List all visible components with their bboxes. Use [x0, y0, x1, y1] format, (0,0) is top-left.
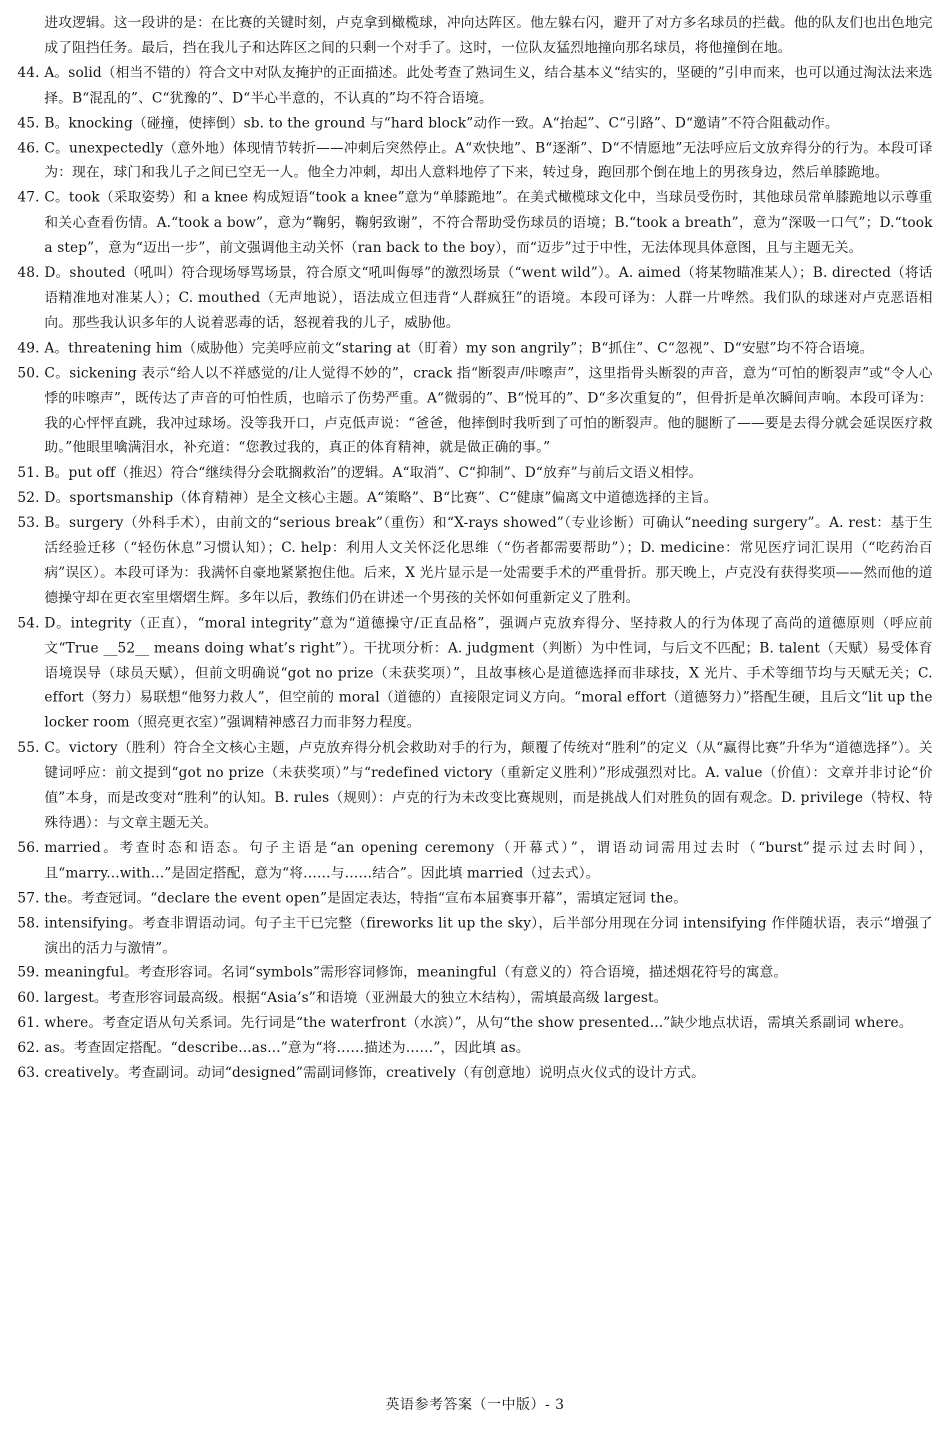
- answer-explanation: B。surgery（外科手术），由前文的“serious break”（重伤）和“X-rays showed”（专业诊断）可确认“needing surgery”。A. rest：基于生活经验迁移（“轻伤休息”习惯认知）；C. help：利用人文关怀泛化思维（“伤者都需要帮助”）；D. medicine：常见医疗词汇误用（“吃药治百病”误区）。本段可译为：我满怀自豪地紧紧抱住他。后来，X 光片显示是一处需要手术的严重骨折。那天晚上，卢克没有获得奖项——然而他的道德操守却在更衣室里熠熠生辉。多年以后，教练们仍在讲述一个男孩的关怀如何重新定义了胜利。: [44, 515, 933, 606]
- answer-item: [17, 912, 932, 962]
- answer-number: 47.: [17, 190, 40, 206]
- answer-item: [17, 487, 932, 512]
- answer-item: [17, 137, 932, 187]
- answer-number: 56.: [17, 840, 40, 856]
- answer-explanation: C。victory（胜利）符合全文核心主题，卢克放弃得分机会救助对手的行为，颠覆了传统对“胜利”的定义（从“赢得比赛”升华为“道德选择”）。关键词呼应：前文提到“got no prize（未获奖项）”与“redefined victory（重新定义胜利）”形成强烈对比。A. value（价值）：文章并非讨论“价值”本身，而是改变对“胜利”的认知。B. rules（规则）：卢克的行为未改变比赛规则，而是挑战人们对胜负的固有观念。D. privilege（特权、特殊待遇）：与文章主题无关。: [44, 740, 933, 831]
- answer-number: 49.: [17, 340, 40, 356]
- answer-explanation: meaningful。考查形容词。名词“symbols”需形容词修饰，meaningful（有意义的）符合语境，描述烟花符号的寓意。: [44, 965, 788, 981]
- answer-explanation: the。考查冠词。“declare the event open”是固定表达，特指“宣布本届赛事开幕”，需填定冠词 the。: [44, 890, 688, 906]
- answer-number: 53.: [17, 515, 40, 531]
- answer-explanation: D。integrity（正直），“moral integrity”意为“道德操守/正直品格”，强调卢克放弃得分、坚持救人的行为体现了高尚的道德原则（呼应前文“True __52__ means doing what’s right”）。干扰项分析：A. judgment（判断）为中性词，与后文不匹配；B. talent（天赋）易受体育语境误导（球员天赋），但前文明确说“got no prize（未获奖项）”，且故事核心是道德选择而非球技，X 光片、手术等细节均与天赋无关；C. effort（努力）易联想“他努力救人”，但空前的 moral（道德的）直接限定词义方向。“moral effort（道德努力）”搭配生硬，且后文“lit up the locker room（照亮更衣室）”强调精神感召力而非努力程度。: [44, 615, 933, 731]
- answer-item: [17, 362, 932, 462]
- answer-item: [17, 1012, 932, 1037]
- answer-item: [17, 512, 932, 612]
- answer-explanation: C。unexpectedly（意外地）体现情节转折——冲刺后突然停止。A“欢快地”、B“逐渐”、D“不情愿地”无法呼应后文放弃得分的行为。本段可译为：现在，球门和我儿子之间已空无一人。他全力冲刺，却出人意料地停了下来，转过身，跑回那个倒在地上的男孩身边，然后单膝跪地。: [44, 140, 933, 181]
- answer-item: [17, 187, 932, 262]
- answer-number: 44.: [17, 65, 40, 81]
- answer-number: 45.: [17, 115, 40, 131]
- answer-explanation: D。sportsmanship（体育精神）是全文核心主题。A“策略”、B“比赛”、C“健康”偏离文中道德选择的主旨。: [44, 490, 718, 506]
- answer-explanation: B。put off（推迟）符合“继续得分会耽搁救治”的逻辑。A“取消”、C“抑制”、D“放弃”与前后文语义相悖。: [44, 465, 703, 481]
- intro-paragraph: 进攻逻辑。这一段讲的是：在比赛的关键时刻，卢克拿到橄榄球，冲向达阵区。他左躲右闪，避开了对方多名球员的拦截。他的队友们也出色地完成了阻挡任务。最后，挡在我儿子和达阵区之间的只剩一个对手了。这时，一位队友猛烈地撞向那名球员，将他撞倒在地。: [44, 15, 933, 56]
- answer-explanation: creatively。考查副词。动词“designed”需副词修饰，creatively（有创意地）说明点火仪式的设计方式。: [44, 1065, 705, 1082]
- answer-item: [17, 737, 932, 837]
- answer-number: 57.: [17, 890, 40, 906]
- page-footer: 英语参考答案（一中版）- 3: [385, 1397, 565, 1413]
- answer-explanation: C。sickening 表示“给人以不祥感觉的/让人觉得不妙的”，crack 指“断裂声/咔嚓声”，这里指骨头断裂的声音，意为“可怕的断裂声”或“令人心悸的咔嚓声”，既传达了声音的可怕性质，也暗示了伤势严重。A“微弱的”、B“悦耳的”、D“多次重复的”，但骨折是单次瞬间声响。本段可译为：我的心怦怦直跳，我冲过球场。没等我开口，卢克低声说：“爸爸，他摔倒时我听到了可怕的断裂声。他的腿断了——要是去得分就会延误医疗救助。”他眼里噙满泪水，补充道：“您教过我的，真正的体育精神，就是做正确的事。”: [44, 365, 933, 456]
- answer-explanation: intensifying。考查非谓语动词。句子主干已完整（fireworks lit up the sky），后半部分用现在分词 intensifying 作伴随状语，表示“增强了演出的活力与激情”。: [44, 915, 933, 956]
- answer-item: [17, 962, 932, 987]
- answer-number: 50.: [17, 365, 40, 381]
- answer-number: 58.: [17, 915, 40, 931]
- answer-number: 54.: [17, 615, 40, 631]
- answer-item: [17, 1062, 932, 1087]
- answer-explanation: largest。考查形容词最高级。根据“Asia’s”和语境（亚洲最大的独立木结构），需填最高级 largest。: [44, 990, 668, 1006]
- answer-item: [17, 62, 932, 112]
- answer-number: 63.: [17, 1065, 40, 1082]
- answer-number: 46.: [17, 140, 40, 156]
- answer-item: [17, 262, 932, 337]
- answer-item: [17, 612, 932, 737]
- answer-explanation: A。threatening him（威胁他）完美呼应前文“staring at（盯着）my son angrily”；B“抓住”、C“忽视”、D“安慰”均不符合语境。: [44, 340, 874, 356]
- answer-explanation: C。took（采取姿势）和 a knee 构成短语“took a knee”意为“单膝跪地”。在美式橄榄球文化中，当球员受伤时，其他球员常单膝跪地以示尊重和关心查看伤情。A.“took a bow”，意为“鞠躬，鞠躬致谢”，不符合帮助受伤球员的语境；B.“took a breath”，意为“深吸一口气”；D.“took a step”，意为“迈出一步”，前文强调他主动关怀（ran back to the boy），而“迈步”过于中性，无法体现具体意图，且与主题无关。: [44, 190, 933, 256]
- answer-explanation: as。考查固定搭配。“describe...as...”意为“将……描述为……”，因此填 as。: [44, 1040, 530, 1057]
- answer-number: 60.: [17, 990, 40, 1006]
- answer-number: 48.: [17, 265, 40, 281]
- answer-explanation: B。knocking（碰撞，使摔倒）sb. to the ground 与“hard block”动作一致。A“抬起”、C“引路”、D“邀请”不符合阻截动作。: [44, 115, 839, 131]
- answer-item: [17, 887, 932, 912]
- answer-item: [17, 1037, 932, 1062]
- answer-number: 51.: [17, 465, 40, 481]
- answer-explanation: married。考查时态和语态。句子主语是“an opening ceremony（开幕式）”，谓语动词需用过去时（“burst”提示过去时间），且“marry...with...”是固定搭配，意为“将……与……结合”。因此填 married（过去式）。: [44, 840, 933, 881]
- answer-item: [17, 337, 932, 362]
- answer-explanation: D。shouted（吼叫）符合现场辱骂场景，符合原文“吼叫侮辱”的激烈场景（“went wild”）。A. aimed（将某物瞄准某人）；B. directed（将话语精准地对准某人）；C. mouthed（无声地说），语法成立但违背“人群疯狂”的语境。本段可译为：人群一片哗然。我们队的球迷对卢克恶语相向。那些我认识多年的人说着恶毒的话，怒视着我的儿子，威胁他。: [44, 265, 933, 331]
- answer-list: [17, 62, 932, 1087]
- answer-item: [17, 112, 932, 137]
- answer-item: [17, 462, 932, 487]
- answer-item: [17, 837, 932, 887]
- answer-number: 55.: [17, 740, 40, 756]
- answer-item: [17, 987, 932, 1012]
- answer-number: 61.: [17, 1015, 40, 1032]
- answer-number: 62.: [17, 1040, 40, 1057]
- answer-number: 52.: [17, 490, 40, 506]
- answer-number: 59.: [17, 965, 40, 981]
- answer-explanation: A。solid（相当不错的）符合文中对队友掩护的正面描述。此处考查了熟词生义，结合基本义“结实的，坚硬的”引申而来，也可以通过淘汰法来选择。B“混乱的”、C“犹豫的”、D“半心半意的，不认真的”均不符合语境。: [44, 65, 933, 106]
- answer-explanation: where。考查定语从句关系词。先行词是“the waterfront（水滨）”，从句“the show presented...”缺少地点状语，需填关系副词 where。: [44, 1015, 913, 1032]
